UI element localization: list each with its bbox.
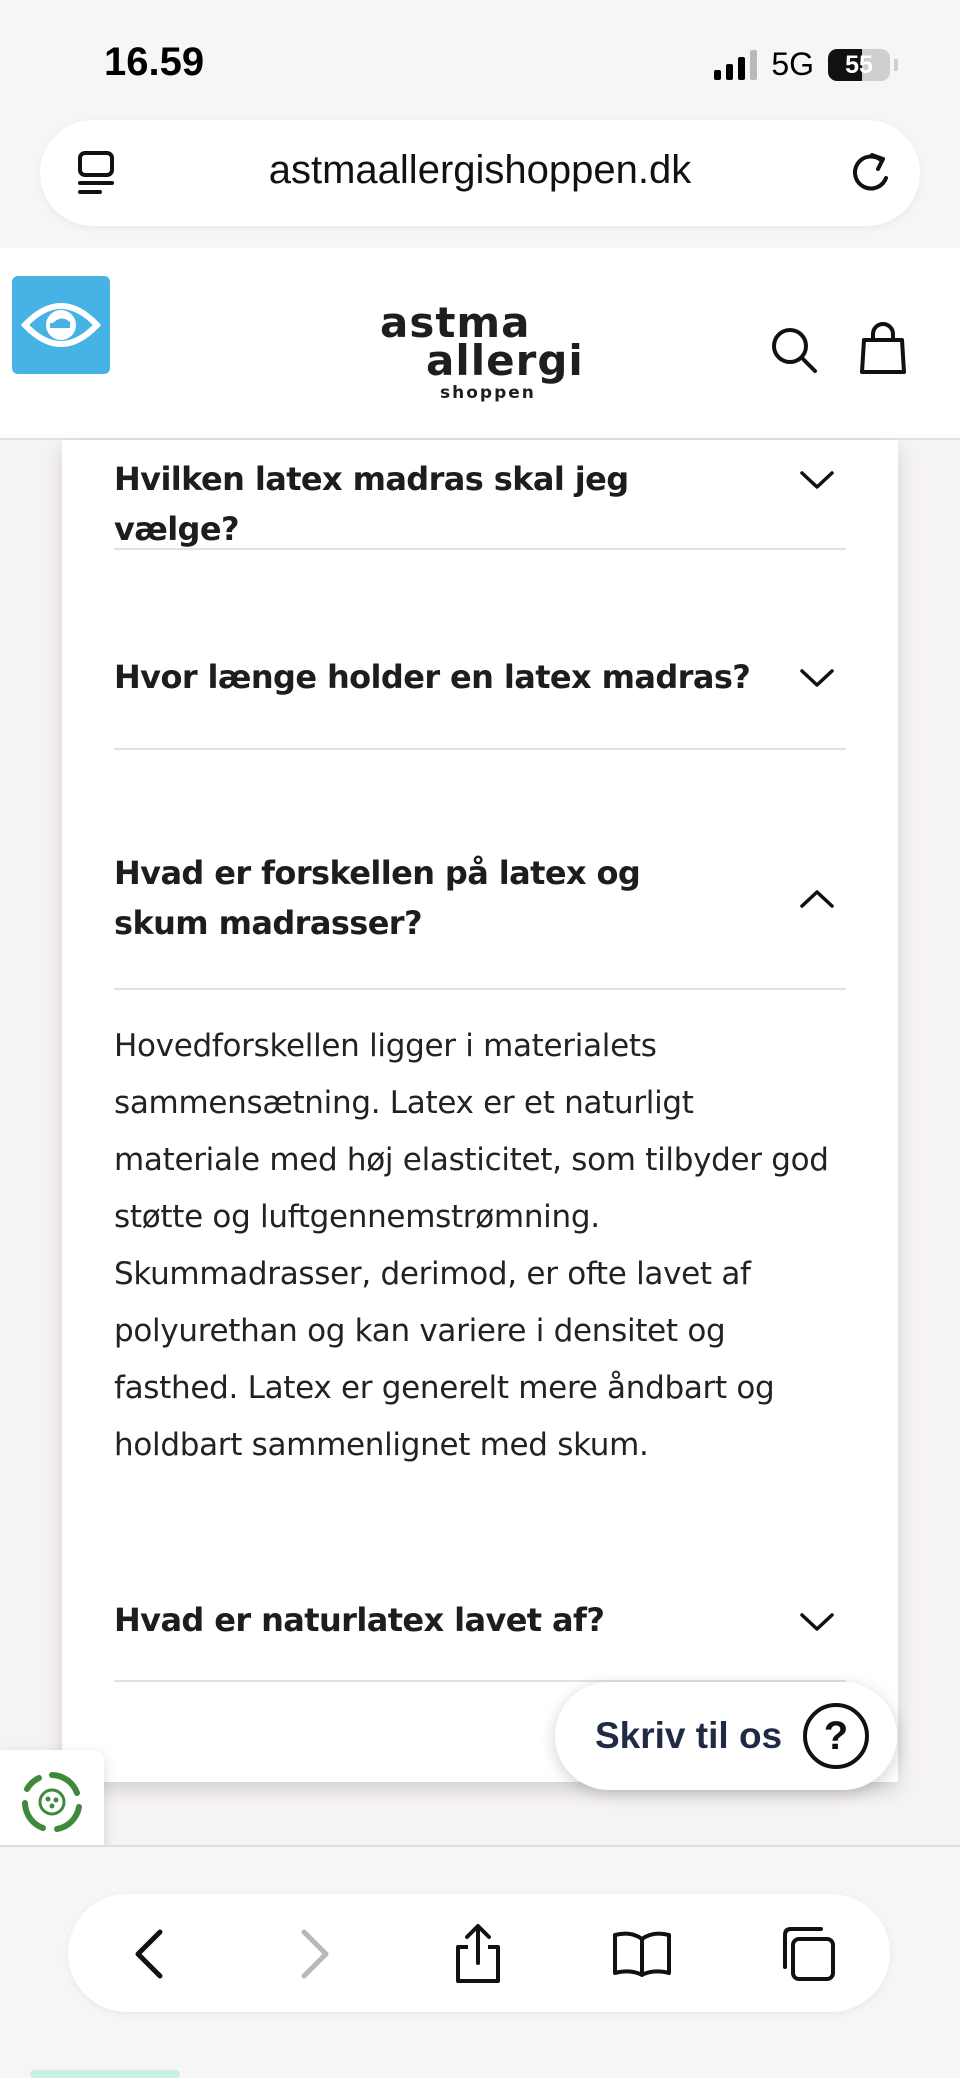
address-bar[interactable] (40, 120, 920, 226)
tab-overview-icon[interactable] (76, 150, 120, 196)
forward-icon (294, 1928, 334, 1980)
status-time: 16.59 (104, 40, 205, 84)
home-indicator (30, 2070, 180, 2078)
chat-label: Skriv til os (595, 1715, 783, 1756)
faq-answer: Hovedforskellen ligger i materialets sammensætning. Latex er et naturligt materiale med høj elasticitet, som tilbyder god støtte og luftgennemstrømning. Skummadrasser, derimod, er ofte lavet af polyurethan og kan variere i densitet og fasthed. Latex er generelt mere åndbart og holdbart sammenlignet med skum. (114, 1028, 829, 1463)
browser-toolbar (68, 1894, 890, 2012)
battery-icon (828, 49, 890, 81)
eco-badge[interactable] (0, 1750, 104, 1854)
faq-card (62, 440, 898, 1782)
chat-button[interactable] (555, 1682, 897, 1790)
logo-line-1: astma (380, 298, 531, 347)
status-indicators (714, 46, 898, 83)
site-logo[interactable] (380, 298, 584, 408)
bookmarks-button[interactable] (610, 1922, 674, 1986)
cellular-signal-icon (714, 50, 757, 80)
bookmarks-icon (611, 1929, 673, 1979)
eye-icon (21, 295, 101, 355)
status-bar (0, 0, 960, 120)
share-icon (452, 1923, 504, 1985)
chevron-down-icon[interactable] (800, 1612, 834, 1632)
browser-address-area (0, 120, 960, 248)
faq-item[interactable] (114, 1470, 846, 1682)
site-header (0, 248, 960, 440)
search-icon[interactable] (770, 326, 818, 374)
chevron-up-icon[interactable] (800, 889, 834, 909)
forward-button[interactable] (282, 1922, 346, 1986)
tabs-icon (779, 1925, 837, 1983)
address-text[interactable]: astmaallergishoppen.dk (268, 148, 692, 192)
chevron-down-icon[interactable] (800, 668, 834, 688)
battery-percent: 55 (845, 50, 873, 79)
chevron-down-icon[interactable] (800, 470, 834, 490)
faq-item[interactable] (114, 440, 846, 550)
faq-question[interactable]: Hvad er naturlatex lavet af? (114, 1601, 605, 1639)
accessibility-button[interactable] (12, 276, 110, 374)
back-icon (130, 1928, 170, 1980)
share-button[interactable] (446, 1922, 510, 1986)
battery-cap (894, 59, 898, 71)
logo-line-3: shoppen (440, 383, 536, 403)
shopping-bag-icon[interactable] (858, 322, 908, 376)
network-type: 5G (771, 46, 814, 82)
faq-item[interactable] (114, 550, 846, 750)
back-button[interactable] (118, 1922, 182, 1986)
faq-question[interactable]: Hvad er forskellen på latex og skum madrasser? (114, 854, 641, 942)
faq-item-expanded[interactable] (114, 750, 846, 990)
logo-line-2: allergi (426, 336, 584, 385)
browser-toolbar-area (0, 1845, 960, 2078)
faq-question[interactable]: Hvor længe holder en latex madras? (114, 658, 751, 696)
faq-question[interactable]: Hvilken latex madras skal jeg vælge? (114, 460, 629, 548)
reload-icon[interactable] (848, 147, 896, 197)
question-icon: ? (803, 1703, 869, 1769)
recycle-icon (17, 1767, 87, 1837)
tabs-button[interactable] (776, 1922, 840, 1986)
